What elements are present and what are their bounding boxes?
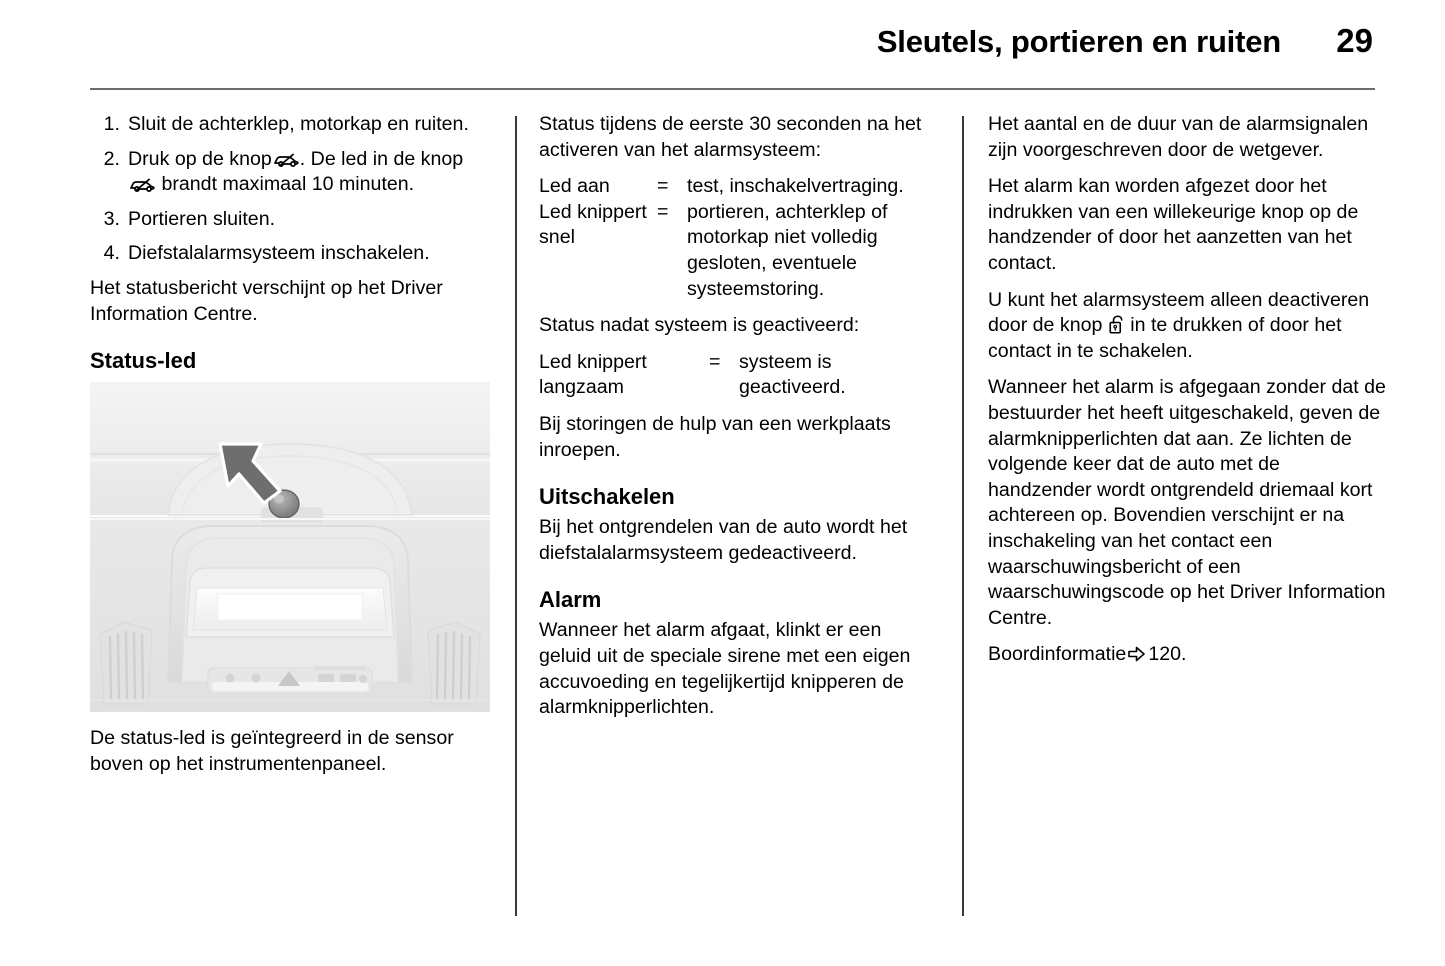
definition-term: Led knippert snel bbox=[539, 200, 647, 249]
column-right bbox=[988, 112, 1388, 679]
column-middle bbox=[539, 112, 939, 732]
cross-reference-page: 120. bbox=[1148, 643, 1187, 666]
definition-equals: = bbox=[657, 200, 669, 223]
paragraph-alarm: Wanneer het alarm afgaat, klinkt er een geluid uit de speciale sirene met een eigen accuvoeding en tegelijkertijd knipperen de alarmknipperlichten. bbox=[539, 619, 911, 719]
paragraph-status-first-30s: Status tijdens de eerste 30 seconden na het activeren van het alarmsysteem: bbox=[539, 113, 922, 161]
list-item-number: 4. bbox=[103, 242, 120, 265]
paragraph-deactivate-with-unlock bbox=[988, 288, 1388, 365]
definition-term: Led knippert langzaam bbox=[539, 350, 647, 399]
cross-reference bbox=[988, 642, 1388, 668]
paragraph-status-message: Het statusbericht verschijnt op het Driver Information Centre. bbox=[90, 276, 443, 325]
table-row bbox=[539, 200, 939, 302]
instrument-panel-status-led-illustration bbox=[90, 382, 490, 712]
paragraph-deactivate-text-after: in te drukken of door het contact in te schakelen. bbox=[988, 314, 1342, 362]
heading-alarm: Alarm bbox=[539, 587, 602, 613]
paragraph-deactivate-text-before: U kunt het alarmsysteem alleen deactiveren door de knop bbox=[988, 288, 1370, 337]
paragraph-uitschakelen: Bij het ontgrendelen van de auto wordt het diefstalalarmsysteem gedeactiveerd. bbox=[539, 516, 908, 564]
header-inner bbox=[877, 22, 1373, 60]
illustration-caption: De status-led is geïntegreerd in de sensor boven op het instrumentenpaneel. bbox=[90, 727, 454, 775]
list-item-number: 1. bbox=[103, 113, 120, 135]
list-item bbox=[90, 147, 490, 198]
list-item-text: Diefstalalarmsysteem inschakelen. bbox=[128, 242, 430, 265]
list-item-text-before: Druk op de knop bbox=[128, 147, 272, 170]
list-item-text-after: brandt maximaal 10 minuten. bbox=[161, 173, 415, 196]
list-item bbox=[90, 112, 490, 138]
heading-status-led: Status-led bbox=[90, 348, 197, 374]
list-item-text: Sluit de achterklep, motorkap en ruiten. bbox=[128, 113, 469, 135]
column-left bbox=[90, 112, 490, 777]
car-alarm-icon bbox=[273, 149, 299, 164]
list-item-text-mid: . De led in de knop bbox=[299, 147, 464, 170]
list-item bbox=[90, 241, 490, 267]
column-divider-left bbox=[515, 116, 517, 916]
definition-description: portieren, achterklep of motorkap niet volledig gesloten, eventuele systeemstoring. bbox=[687, 200, 888, 300]
table-row bbox=[539, 350, 939, 401]
table-row bbox=[539, 174, 939, 200]
list-item-text: Portieren sluiten. bbox=[128, 207, 276, 230]
definition-table-activated bbox=[539, 350, 939, 401]
cross-reference-arrow-icon bbox=[1128, 644, 1145, 660]
list-item-number: 3. bbox=[103, 207, 120, 230]
content-columns bbox=[0, 112, 1445, 922]
procedure-list bbox=[90, 112, 490, 267]
definition-description: systeem is geactiveerd. bbox=[739, 350, 846, 399]
column-divider-right bbox=[962, 116, 964, 916]
cross-reference-label: Boordinformatie bbox=[988, 643, 1127, 666]
list-item bbox=[90, 207, 490, 233]
header-rule bbox=[90, 88, 1375, 90]
definition-equals: = bbox=[709, 350, 721, 373]
paragraph-alarm-silence: Het alarm kan worden afgezet door het indrukken van een willekeurige knop op de handzender of door het aanzetten van het contact. bbox=[988, 175, 1359, 274]
definition-description: test, inschakelvertraging. bbox=[687, 175, 904, 198]
definition-term: Led aan bbox=[539, 175, 610, 198]
paragraph-alarm-signals-legal: Het aantal en de duur van de alarmsignalen zijn voorgeschreven door de wetgever. bbox=[988, 113, 1369, 161]
page-title: Sleutels, portieren en ruiten bbox=[876, 24, 1281, 59]
definition-table-first-30s bbox=[539, 174, 939, 302]
list-item-number: 2. bbox=[103, 147, 120, 170]
paragraph-alarm-triggered-indication: Wanneer het alarm is afgegaan zonder dat de bestuurder het heeft uitgeschakeld, geven de alarmknipperlichten dat aan. Ze lichten de volgende keer dat de auto met de handzender wordt ontgrendeld driemaal kort achtereen op. Bovendien verschijnt er na inschakeling van het contact een waarschuwingsbericht of een waarschuwingscode op het Driver Information Centre. bbox=[988, 376, 1386, 629]
paragraph-status-activated: Status nadat systeem is geactiveerd: bbox=[539, 314, 860, 337]
definition-equals: = bbox=[657, 175, 669, 198]
car-alarm-icon bbox=[129, 174, 155, 189]
paragraph-workshop: Bij storingen de hulp van een werkplaats inroepen. bbox=[539, 412, 891, 461]
page-header bbox=[0, 0, 1445, 92]
page-number: 29 bbox=[1336, 22, 1373, 59]
heading-uitschakelen: Uitschakelen bbox=[539, 484, 675, 510]
unlock-icon bbox=[1109, 315, 1124, 334]
